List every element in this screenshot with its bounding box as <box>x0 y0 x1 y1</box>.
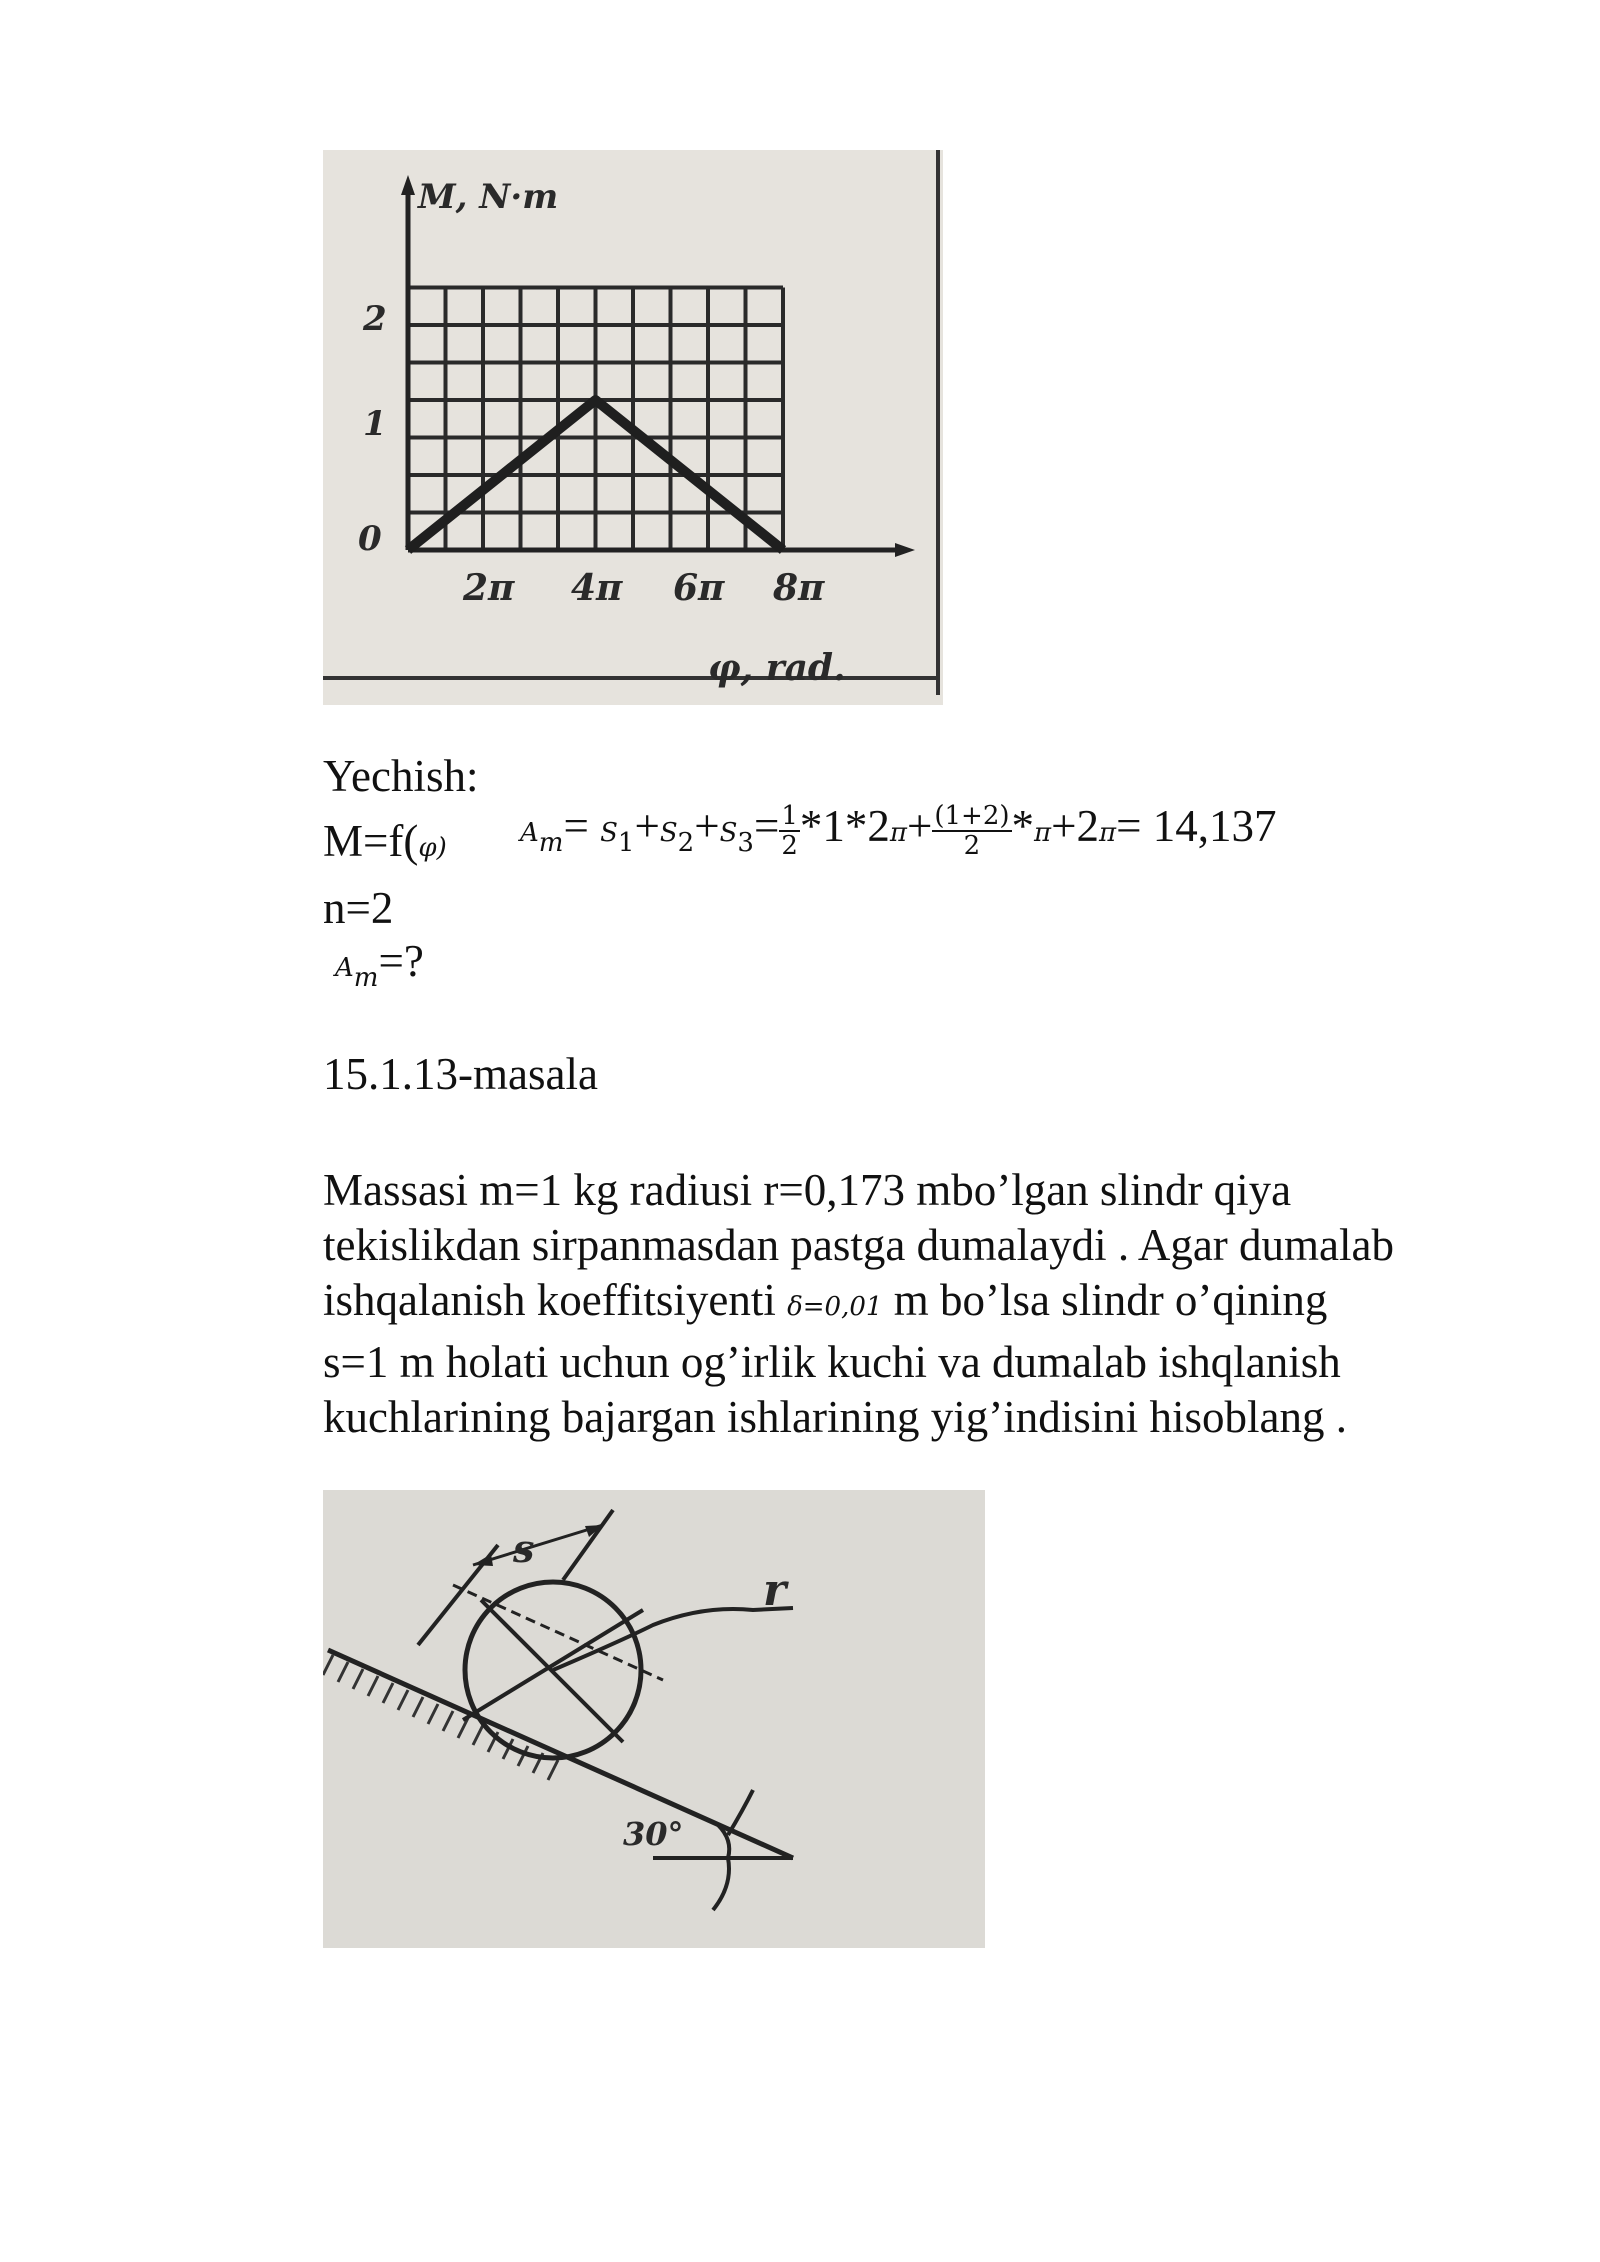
x-tick-6pi: 6π <box>673 567 725 609</box>
given-unknown <box>335 935 424 1004</box>
problem-line-1: Massasi m=1 kg radiusi r=0,173 mbo’lgan slindr qiya <box>323 1165 1292 1215</box>
formula-pi2: π <box>1034 818 1052 848</box>
formula-plus3: + <box>906 801 933 851</box>
given-n: n=2 <box>323 883 394 933</box>
formula-part2: * <box>1011 801 1035 851</box>
given-function <box>323 815 447 874</box>
problem-statement <box>323 1163 1503 1445</box>
x-tick-4pi: 4π <box>571 567 623 609</box>
formula-part3: +2 <box>1051 801 1099 851</box>
label-angle: 30° <box>623 1815 684 1853</box>
problem-line-4: s=1 m holati uchun og’irlik kuchi va dumalab ishqlanish <box>323 1337 1341 1387</box>
incline-figure <box>323 1490 985 1948</box>
formula-s1: S <box>600 818 618 848</box>
given-function-var: φ) <box>418 833 447 863</box>
y-tick-0: 0 <box>358 519 382 559</box>
formula-s1-sub: 1 <box>617 828 635 858</box>
torque-graph-figure <box>323 150 943 705</box>
y-tick-1: 1 <box>363 404 387 444</box>
fraction-three-halves <box>932 802 1011 860</box>
problem-title: 15.1.13-masala <box>323 1049 598 1099</box>
frac1-num: 1 <box>781 800 798 831</box>
problem-line-5: kuchlarining bajargan ishlarining yig’indisini hisoblang . <box>323 1392 1348 1442</box>
y-tick-2: 2 <box>363 299 387 339</box>
formula-lhs-sub: m <box>538 828 564 858</box>
formula-s3-sub: 3 <box>737 828 754 858</box>
formula-s2: S <box>659 818 678 848</box>
solution-heading: Yechish: <box>323 751 479 801</box>
unknown-var: A <box>335 953 354 983</box>
formula-s2-sub: 2 <box>677 828 695 858</box>
incline-diagram <box>323 1490 985 1948</box>
x-axis-label: φ, rad. <box>708 647 846 689</box>
formula-plus2: + <box>694 801 720 851</box>
formula-plus1: + <box>634 801 660 851</box>
formula-lhs: A <box>520 818 539 848</box>
formula-pi1: π <box>889 818 907 848</box>
formula-eq1: = <box>563 801 601 851</box>
formula-pi3: π <box>1099 818 1117 848</box>
formula-part1: *1*2 <box>799 801 890 851</box>
y-axis-label: M, N·m <box>418 177 559 217</box>
given-function-text: M=f( <box>323 816 419 866</box>
frac2-num: (1+2) <box>934 800 1010 831</box>
formula-s3: S <box>719 818 738 848</box>
problem-line-3a: ishqalanish koeffitsiyenti <box>323 1275 788 1325</box>
work-formula <box>520 800 1276 869</box>
unknown-sub: m <box>353 963 379 993</box>
unknown-rest: =? <box>378 936 424 986</box>
fraction-one-half <box>779 802 800 860</box>
formula-eq2: = <box>753 801 780 851</box>
formula-result: = 14,137 <box>1116 801 1277 851</box>
x-tick-8pi: 8π <box>773 567 825 609</box>
problem-line-2: tekislikdan sirpanmasdan pastga dumalaydi . Agar dumalab <box>323 1220 1394 1270</box>
torque-graph <box>323 150 943 705</box>
problem-line-3b: m bo’lsa slindr o’qining <box>882 1275 1328 1325</box>
problem-line-3 <box>323 1273 1503 1335</box>
frac1-den: 2 <box>781 830 798 861</box>
label-s: s <box>513 1526 535 1571</box>
delta-value: δ=0,01 <box>787 1292 883 1322</box>
frac2-den: 2 <box>963 830 981 861</box>
x-tick-2pi: 2π <box>463 567 515 609</box>
label-r: r <box>763 1565 787 1616</box>
